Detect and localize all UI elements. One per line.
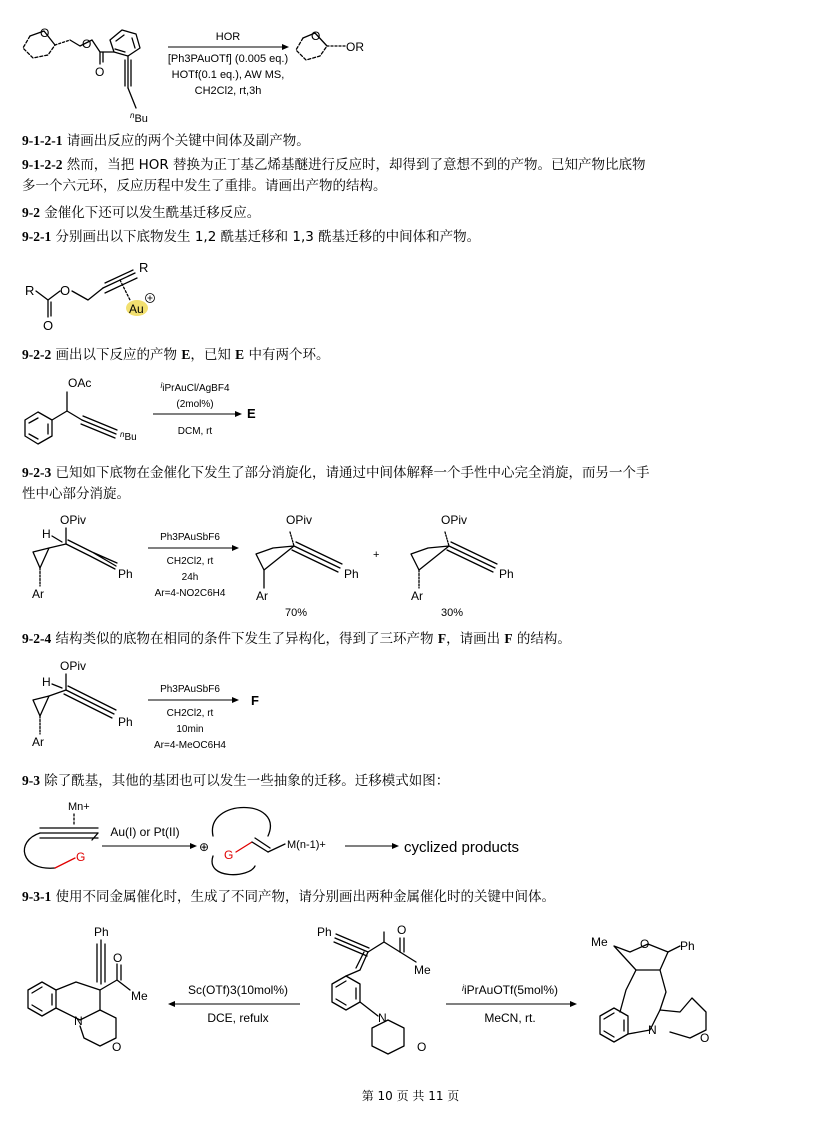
cyclized-products-label: cyclized products [404, 839, 520, 856]
question-text: 然而，当把 HOR 替换为正丁基乙烯基醚进行反应时，却得到了意想不到的产物。已知产物比底物 [66, 157, 646, 173]
svg-text:N: N [648, 1023, 657, 1037]
svg-text:Ph3PAuSbF6: Ph3PAuSbF6 [160, 532, 220, 543]
question-number: 9-3-1 [22, 889, 52, 904]
question-9-3-1: 9-3-1 使用不同金属催化时，生成了不同产物，请分别画出两种金属催化时的关键中间体。 [22, 889, 556, 905]
question-number: 9-3 [22, 773, 40, 788]
question-9-2-2: 9-2-2 画出以下反应的产物 E，已知 E 中有两个环。 [22, 347, 330, 363]
svg-text:O: O [43, 318, 54, 333]
question-9-2-3: 9-2-3 已知如下底物在金催化下发生了部分消旋化，请通过中间体解释一个手性中心完全消旋，而另一个手 性中心部分消旋。 [22, 465, 650, 502]
product-e: E [247, 406, 256, 421]
svg-text:O: O [113, 951, 123, 965]
question-9-2 [22, 202, 802, 224]
svg-text:Mn+: Mn+ [68, 801, 90, 813]
svg-text:nBu: $^n$Bu [130, 111, 148, 125]
svg-text:+: + [373, 549, 380, 561]
svg-text:G: G [224, 848, 234, 862]
question-9-1-2-2 [22, 154, 802, 197]
svg-text:Ar: Ar [32, 587, 44, 601]
svg-text:iiPrAuOTf(5mol%): $^i$iPrAuOTf(5mol%) [461, 983, 559, 997]
svg-text:OPiv: OPiv [60, 659, 87, 673]
question-text: 分别画出以下底物发生 1,2 酰基迁移和 1,3 酰基迁移的中间体和产物。 [55, 229, 481, 245]
svg-text:⊕: ⊕ [199, 840, 210, 854]
svg-text:O: O [82, 37, 92, 51]
svg-text:O: O [640, 937, 650, 951]
scheme-2-propargyl-ester [0, 250, 821, 335]
svg-text:iiPrAuCl/AgBF4: $^i$iPrAuCl/AgBF4 [160, 381, 230, 394]
svg-text:Ar: Ar [256, 589, 268, 603]
question-text: 请画出反应的两个关键中间体及副产物。 [66, 133, 310, 149]
gold-catalyst: Au [129, 302, 144, 316]
scheme-7-divergent-catalysis [0, 912, 821, 1072]
scheme1-reagent-4: CH2Cl2, rt,3h [194, 85, 262, 97]
svg-text:O: O [311, 29, 321, 43]
svg-text:Ar=4-NO2C6H4: Ar=4-NO2C6H4 [154, 588, 226, 599]
scheme-3-acetate [0, 368, 821, 458]
question-number: 9-1-2-1 [22, 133, 63, 148]
yield-product-2: 30% [440, 607, 464, 619]
question-9-2-4: 9-2-4 结构类似的底物在相同的条件下发生了异构化，得到了三环产物 F，请画出 F 的结构。 [22, 631, 571, 647]
svg-text:OPiv: OPiv [60, 513, 87, 527]
question-number: 9-2 [22, 205, 40, 220]
scheme1-reagent-3: HOTf(0.1 eq.), AW MS, [171, 69, 285, 81]
svg-text:CH2Cl2, rt: CH2Cl2, rt [166, 708, 214, 719]
svg-text:N: N [74, 1014, 83, 1028]
svg-text:O: O [417, 1040, 427, 1054]
svg-text:Ph: Ph [344, 567, 359, 581]
svg-text:CH2Cl2, rt: CH2Cl2, rt [166, 556, 214, 567]
question-number: 9-2-1 [22, 229, 52, 244]
svg-text:Me: Me [414, 963, 431, 977]
svg-text:Ph: Ph [680, 939, 695, 953]
svg-text:M(n-1)+: M(n-1)+ [287, 839, 326, 851]
question-number: 9-2-4 [22, 631, 52, 646]
svg-text:Ph: Ph [118, 715, 133, 729]
svg-text:OPiv: OPiv [441, 513, 468, 527]
svg-text:O: O [397, 923, 407, 937]
svg-text:O: O [112, 1040, 122, 1054]
scheme-5-isomerization [0, 654, 821, 758]
svg-text:Ph: Ph [118, 567, 133, 581]
svg-text:DCE, refulx: DCE, refulx [207, 1011, 269, 1025]
question-9-3: 9-3 除了酰基，其他的基团也可以发生一些抽象的迁移。迁移模式如图： [22, 773, 450, 789]
svg-text:Ph: Ph [317, 925, 332, 939]
question-9-1-2-1 [22, 130, 802, 152]
svg-text:Sc(OTf)3(10mol%): Sc(OTf)3(10mol%) [187, 983, 289, 997]
question-text: 金催化下还可以发生酰基迁移反应。 [44, 205, 261, 221]
question-number: 9-2-3 [22, 465, 52, 480]
page-footer: 第 10 页 共 11 页 [361, 1089, 460, 1103]
question-9-2-1 [22, 226, 802, 248]
question-number: 9-2-2 [22, 347, 52, 362]
svg-text:O: O [95, 65, 105, 79]
scheme-6-migration-mode [0, 796, 821, 882]
question-number: 9-1-2-2 [22, 157, 63, 172]
svg-text:(2mol%): (2mol%) [176, 399, 214, 410]
svg-text:O: O [60, 283, 71, 298]
svg-text:O: O [700, 1031, 710, 1045]
svg-text:Me: Me [591, 935, 608, 949]
svg-text:Ar: Ar [32, 735, 44, 749]
product-or-group: OR [346, 40, 364, 54]
scheme1-reagent-2: [Ph3PAuOTf] (0.005 eq.) [167, 53, 289, 65]
svg-text:R: R [25, 283, 35, 298]
svg-text:24h: 24h [181, 572, 199, 583]
svg-text:OAc: OAc [68, 376, 92, 390]
svg-text:Au(I) or Pt(II): Au(I) or Pt(II) [110, 825, 180, 839]
svg-text:N: N [378, 1011, 387, 1025]
yield-product-1: 70% [284, 607, 308, 619]
svg-text:Ph3PAuSbF6: Ph3PAuSbF6 [160, 684, 220, 695]
svg-text:Ar: Ar [411, 589, 423, 603]
svg-text:MeCN, rt.: MeCN, rt. [484, 1011, 536, 1025]
product-f: F [251, 693, 259, 708]
scheme-4-racemization [0, 508, 821, 626]
svg-text:OPiv: OPiv [286, 513, 313, 527]
svg-text:10min: 10min [176, 724, 204, 735]
nbu-superscript: n [130, 111, 135, 120]
svg-text:O: O [40, 26, 50, 40]
scheme-1-glycosylation [0, 0, 821, 130]
svg-text:G: G [76, 850, 86, 864]
question-text-continued: 多一个六元环，反应历程中发生了重排。请画出产物的结构。 [22, 178, 387, 194]
svg-text:DCM, rt: DCM, rt [177, 426, 213, 437]
svg-text:H: H [42, 527, 51, 541]
svg-text:Ph: Ph [94, 925, 109, 939]
scheme1-reagent-1: HOR [215, 31, 241, 43]
svg-text:H: H [42, 675, 51, 689]
svg-text:Me: Me [131, 989, 148, 1003]
svg-text:Ar=4-MeOC6H4: Ar=4-MeOC6H4 [154, 740, 226, 751]
svg-text:Ph: Ph [499, 567, 514, 581]
svg-text:R: R [139, 260, 149, 275]
svg-text:nBu: $^n$Bu [120, 430, 137, 443]
